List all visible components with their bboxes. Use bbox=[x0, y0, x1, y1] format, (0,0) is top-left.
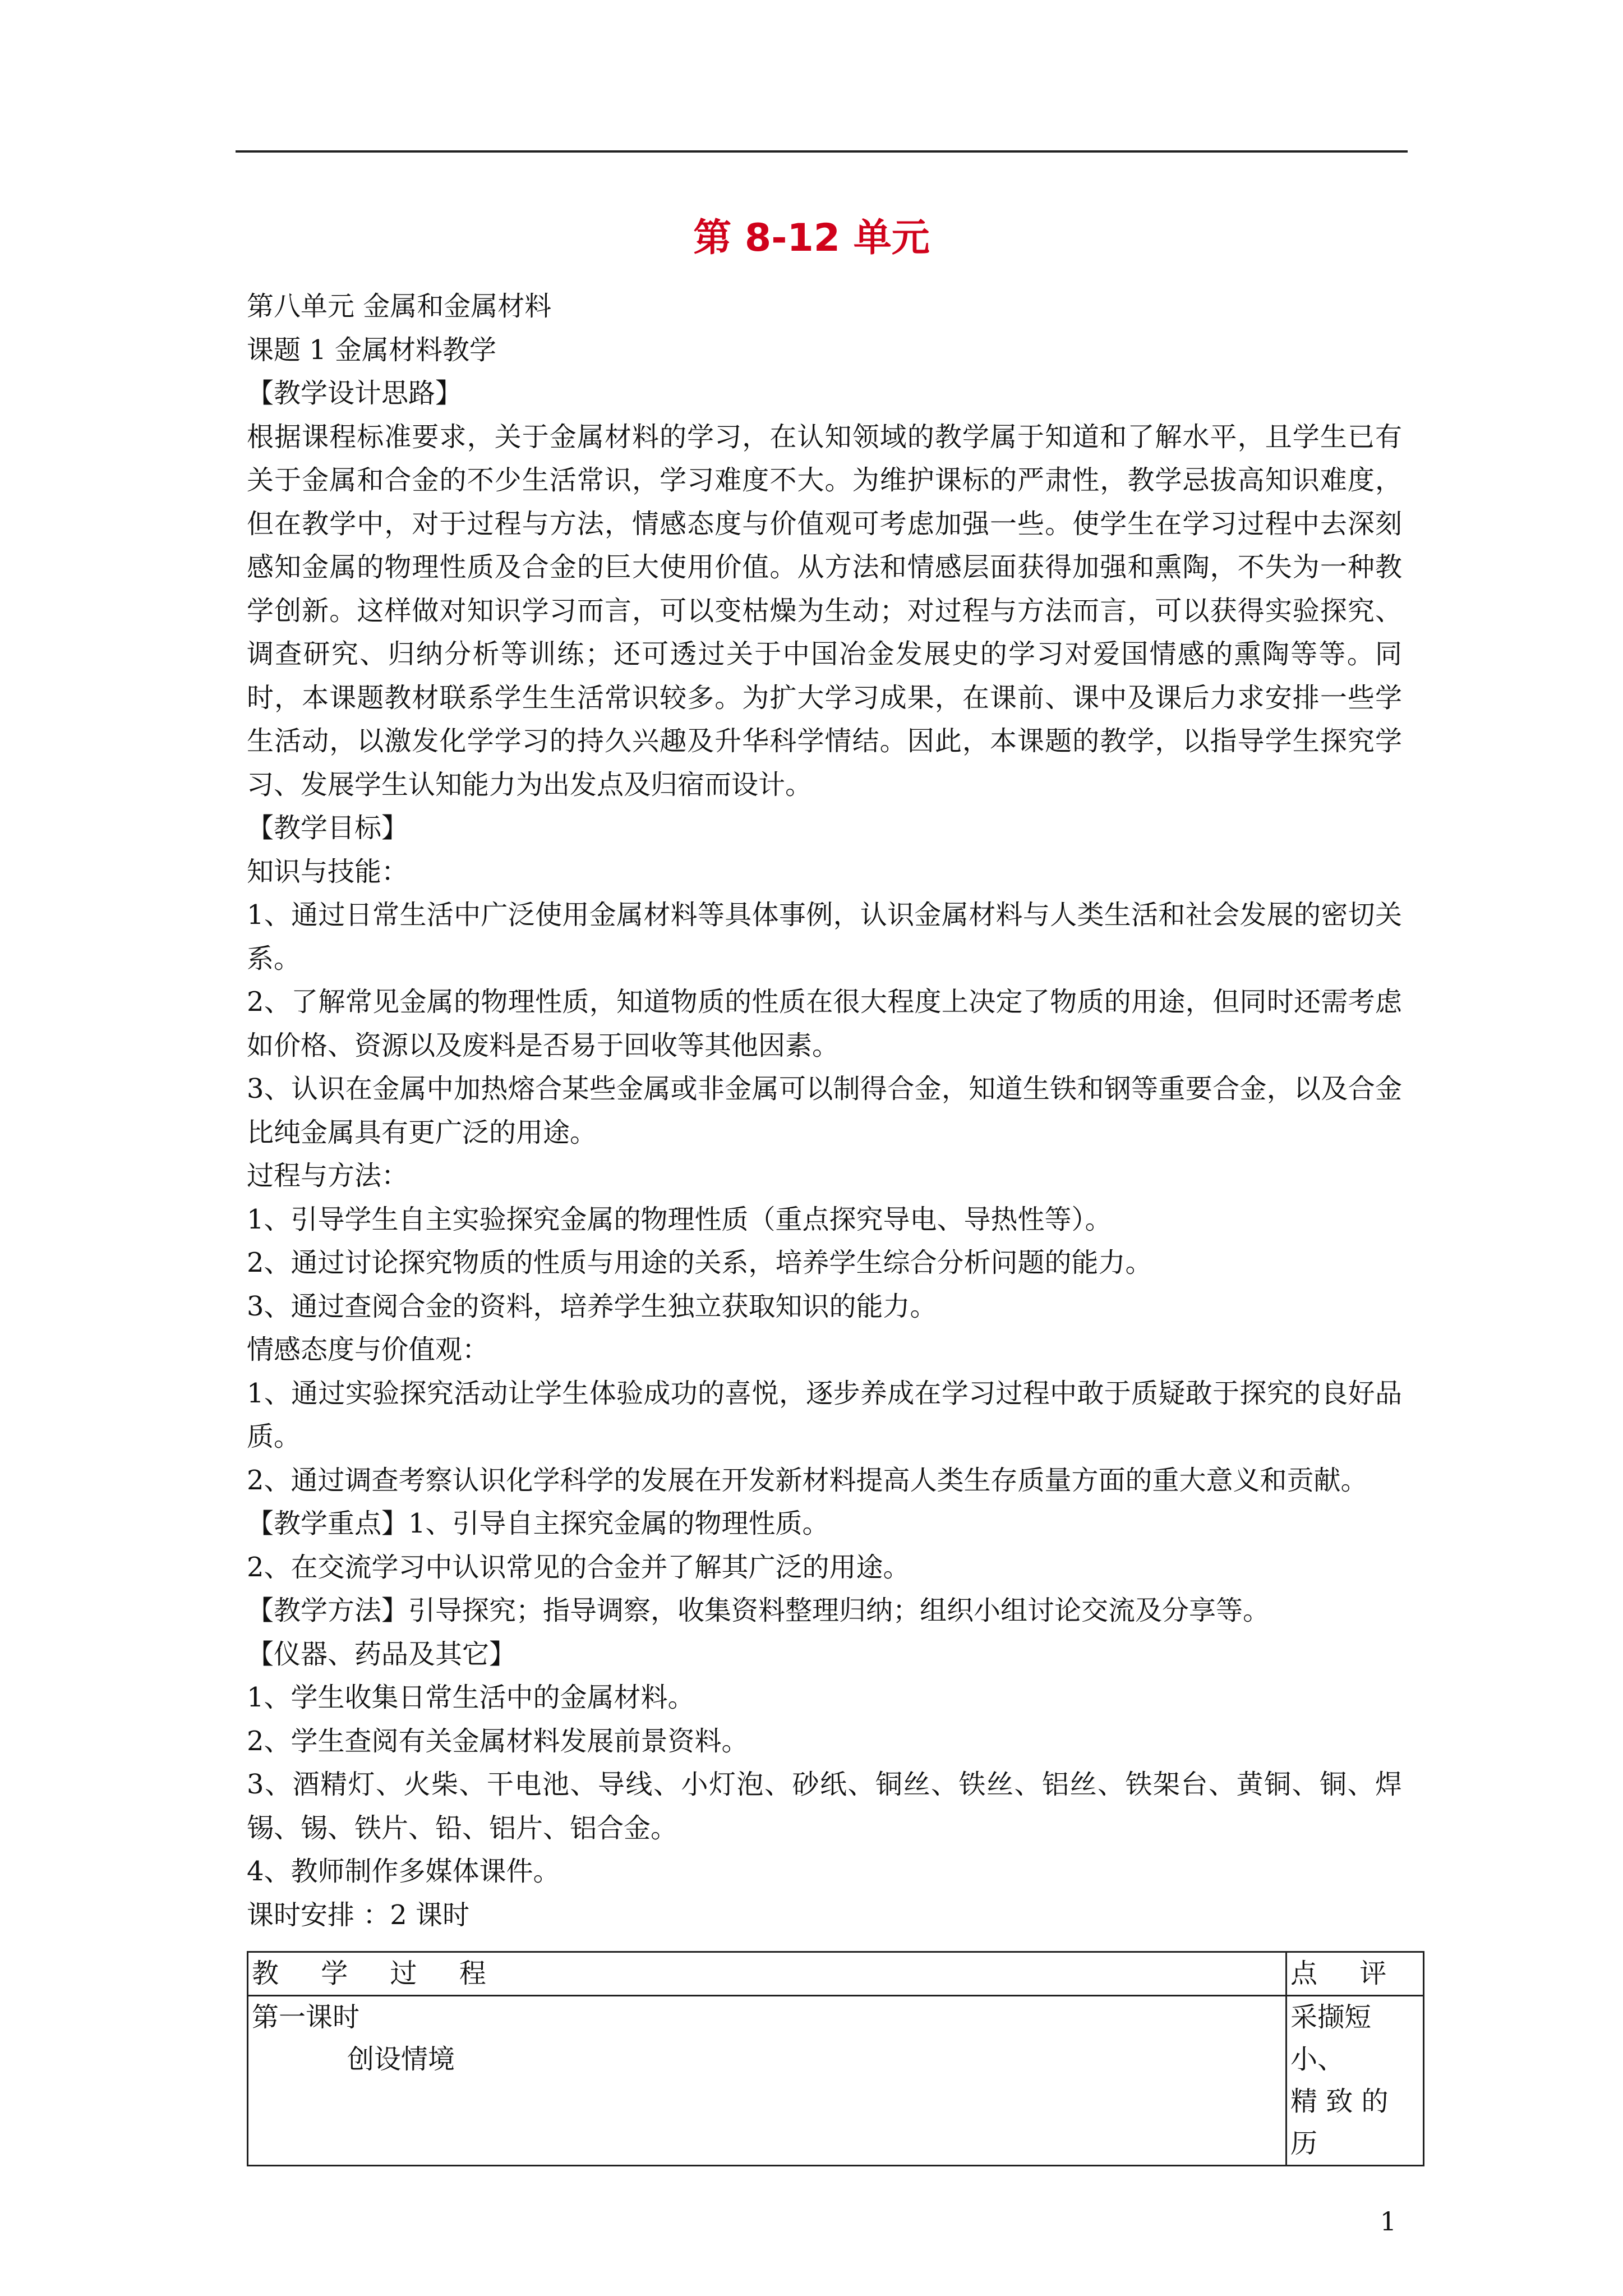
unit-heading: 第八单元 金属和金属材料 bbox=[247, 291, 552, 322]
subheading-knowledge: 知识与技能： bbox=[247, 855, 409, 887]
process-item-2: 2、通过讨论探究物质的性质与用途的关系，培养学生综合分析问题的能力。 bbox=[247, 1247, 1152, 1278]
document-body bbox=[247, 285, 1402, 1937]
table-cell-comment bbox=[1287, 1996, 1424, 2166]
header-rule bbox=[236, 150, 1408, 153]
subheading-attitude: 情感态度与价值观： bbox=[247, 1334, 490, 1365]
subheading-process: 过程与方法： bbox=[247, 1160, 409, 1191]
comment-line-1: 采撷短小、 bbox=[1290, 2001, 1372, 2075]
section-heading-goals: 【教学目标】 bbox=[247, 812, 409, 844]
table-row bbox=[248, 1996, 1424, 2166]
materials-item-4: 4、教师制作多媒体课件。 bbox=[247, 1856, 560, 1887]
attitude-item-2: 2、通过调查考察认识化学科学的发展在开发新材料提高人类生存质量方面的重大意义和贡献。 bbox=[247, 1464, 1368, 1496]
header-comment-label: 点 评 bbox=[1290, 1958, 1404, 1989]
section-heading-materials: 【仪器、药品及其它】 bbox=[247, 1638, 517, 1670]
teaching-process-table bbox=[247, 1951, 1424, 2166]
table-header-comment bbox=[1287, 1952, 1424, 1996]
section-heading-design: 【教学设计思路】 bbox=[247, 378, 463, 409]
document-title: 第 8-12 单元 bbox=[693, 216, 930, 260]
header-process-label: 教 学 过 程 bbox=[252, 1958, 503, 1989]
process-item-3: 3、通过查阅合金的资料，培养学生独立获取知识的能力。 bbox=[247, 1290, 937, 1322]
teaching-methods: 【教学方法】引导探究；指导调察，收集资料整理归纳；组织小组讨论交流及分享等。 bbox=[247, 1595, 1270, 1626]
lesson-heading: 课题 1 金属材料教学 bbox=[247, 334, 497, 366]
comment-line-2: 精 致 的 历 bbox=[1290, 2086, 1389, 2159]
table-header-process bbox=[248, 1952, 1287, 1996]
first-lesson-label: 第一课时 bbox=[252, 2001, 360, 2033]
process-item-1: 1、引导学生自主实验探究金属的物理性质（重点探究导电、导热性等）。 bbox=[247, 1203, 1112, 1235]
knowledge-item-3: 3、认识在金属中加热熔合某些金属或非金属可以制得合金，知道生铁和钢等重要合金，以及合金比纯金属具有更广泛的用途。 bbox=[247, 1073, 1402, 1148]
scenario-label: 创设情境 bbox=[347, 2044, 455, 2075]
materials-item-2: 2、学生查阅有关金属材料发展前景资料。 bbox=[247, 1725, 749, 1757]
key-points-line-2: 2、在交流学习中认识常见的合金并了解其广泛的用途。 bbox=[247, 1551, 910, 1583]
schedule-line: 课时安排 ：2 课时 bbox=[247, 1899, 470, 1931]
page-number: 1 bbox=[1380, 2206, 1396, 2237]
design-paragraph: 根据课程标准要求，关于金属材料的学习，在认知领域的教学属于知道和了解水平，且学生已有关于金属和合金的不少生活常识，学习难度不大。为维护课标的严肃性，教学忌拔高知识难度，但在教学中，对于过程与方法，情感态度与价值观可考虑加强一些。使学生在学习过程中去深刻感知金属的物理性质及合金的巨大使用价值。从方法和情感层面获得加强和熏陶，不失为一种教学创新。这样做对知识学习而言，可以变枯燥为生动；对过程与方法而言，可以获得实验探究、调查研究、归纳分析等训练；还可透过关于中国冶金发展史的学习对爱国情感的熏陶等等。同时，本课题教材联系学生生活常识较多。为扩大学习成果，在课前、课中及课后力求安排一些学生活动，以激发化学学习的持久兴趣及升华科学情结。因此，本课题的教学，以指导学生探究学习、发展学生认知能力为出发点及归宿而设计。 bbox=[247, 421, 1402, 800]
materials-item-1: 1、学生收集日常生活中的金属材料。 bbox=[247, 1682, 695, 1713]
knowledge-item-1: 1、通过日常生活中广泛使用金属材料等具体事例，认识金属材料与人类生活和社会发展的密切关系。 bbox=[247, 899, 1402, 974]
table-cell-process bbox=[248, 1996, 1287, 2166]
knowledge-item-2: 2、了解常见金属的物理性质，知道物质的性质在很大程度上决定了物质的用途，但同时还需考虑如价格、资源以及废料是否易于回收等其他因素。 bbox=[247, 986, 1402, 1061]
key-points-line-1: 【教学重点】1、引导自主探究金属的物理性质。 bbox=[247, 1508, 829, 1539]
attitude-item-1: 1、通过实验探究活动让学生体验成功的喜悦，逐步养成在学习过程中敢于质疑敢于探究的良好品质。 bbox=[247, 1377, 1402, 1452]
table-header-row bbox=[248, 1952, 1424, 1996]
materials-item-3: 3、酒精灯、火柴、干电池、导线、小灯泡、砂纸、铜丝、铁丝、铝丝、铁架台、黄铜、铜、焊锡、锡、铁片、铅、铝片、铝合金。 bbox=[247, 1769, 1402, 1844]
